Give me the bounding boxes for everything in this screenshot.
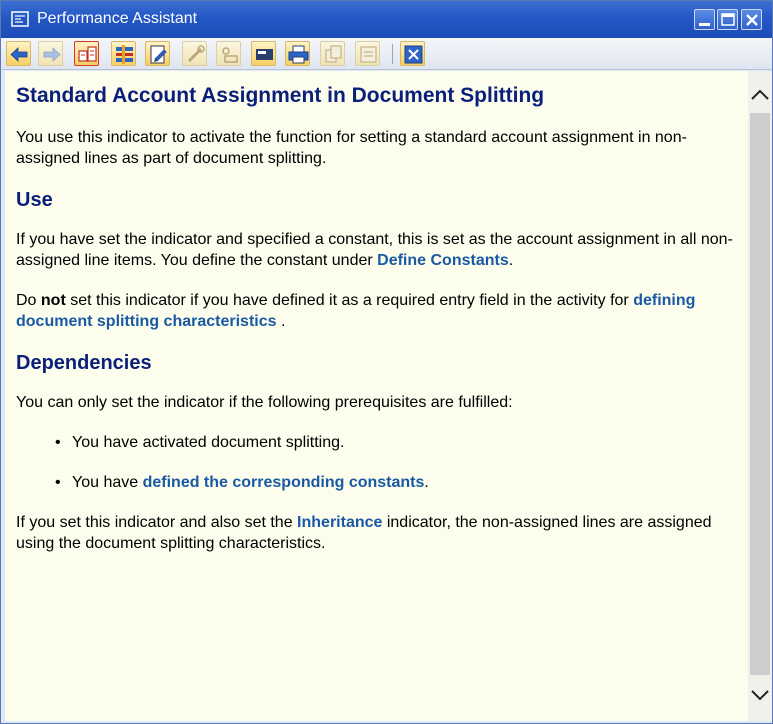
- maximize-button[interactable]: [717, 9, 738, 30]
- close-window-button[interactable]: [741, 9, 762, 30]
- toolbar: [1, 38, 772, 70]
- link-button[interactable]: [216, 41, 241, 66]
- final-start: If you set this indicator and also set the: [16, 514, 298, 531]
- use-paragraph-1: [16, 229, 736, 271]
- bullet-icon: •: [55, 474, 61, 491]
- maximize-icon: [718, 10, 739, 31]
- display-button[interactable]: [251, 41, 276, 66]
- use-p2-end: .: [276, 313, 286, 330]
- use-paragraph-2: [16, 290, 736, 332]
- defined-constants-link[interactable]: defined the corresponding constants: [142, 474, 425, 491]
- final-paragraph: [16, 512, 736, 554]
- defining-splitting-characteristics-link[interactable]: defining document splitting characteristics: [16, 292, 696, 330]
- window-title: Performance Assistant: [37, 10, 198, 27]
- intro-paragraph: You use this indicator to activate the function for setting a standard account assignment in non-assigned lines as part of document splitting.: [16, 129, 687, 167]
- use-p1-end: .: [508, 252, 514, 269]
- close-icon: [742, 10, 763, 31]
- technical-info-button[interactable]: [74, 41, 99, 66]
- arrow-left-icon: [7, 42, 32, 67]
- tool-settings-icon: [112, 42, 137, 67]
- use-p2-bold: not: [40, 292, 66, 309]
- display-icon: [252, 42, 277, 67]
- chevron-down-icon: [748, 681, 772, 709]
- document-tree-icon: [75, 42, 100, 67]
- forward-button[interactable]: [38, 41, 63, 66]
- tools-button[interactable]: [182, 41, 207, 66]
- use-p1-text: If you have set the indicator and specified a constant, this is set as the account assignment in all non-assigned line items. You define the constant under: [16, 231, 733, 269]
- back-button[interactable]: [6, 41, 31, 66]
- use-p2-text: set this indicator if you have defined it as a required entry field in the activity for: [65, 292, 634, 309]
- list-item: [55, 432, 736, 453]
- dependencies-heading: Dependencies: [16, 352, 152, 374]
- minimize-button[interactable]: [694, 9, 715, 30]
- copy-button[interactable]: [320, 41, 345, 66]
- close-icon: [401, 42, 426, 67]
- options-button[interactable]: [355, 41, 380, 66]
- title-bar[interactable]: [1, 1, 772, 38]
- copy-icon: [321, 42, 346, 67]
- inheritance-link[interactable]: Inheritance: [297, 514, 383, 531]
- vertical-scrollbar[interactable]: [748, 71, 772, 721]
- options-icon: [356, 42, 381, 67]
- bullet-2-end: .: [424, 474, 429, 491]
- wrench-icon: [183, 42, 208, 67]
- list-item: [55, 472, 736, 493]
- final-text: indicator, the non-assigned lines are assigned using the document splitting characteristics.: [16, 514, 712, 552]
- dependencies-intro: You can only set the indicator if the following prerequisites are fulfilled:: [16, 394, 513, 411]
- link-icon: [217, 42, 242, 67]
- bullet-1-text: You have activated document splitting.: [72, 434, 345, 451]
- window-menu-icon[interactable]: [11, 11, 31, 28]
- bullet-icon: •: [55, 434, 61, 451]
- arrow-right-icon: [39, 42, 64, 67]
- settings-button[interactable]: [111, 41, 136, 66]
- close-help-button[interactable]: [400, 41, 425, 66]
- use-p2-start: Do: [16, 292, 41, 309]
- pencil-icon: [146, 42, 171, 67]
- prerequisites-list: [55, 432, 736, 493]
- define-constants-link[interactable]: Define Constants: [377, 252, 509, 269]
- use-heading: Use: [16, 189, 53, 211]
- scroll-down-button[interactable]: [748, 681, 772, 709]
- print-button[interactable]: [285, 41, 310, 66]
- help-document: [5, 71, 748, 721]
- edit-button[interactable]: [145, 41, 170, 66]
- doc-title: Standard Account Assignment in Document Splitting: [16, 84, 545, 107]
- scroll-up-button[interactable]: [748, 81, 772, 109]
- bullet-2-text: You have: [72, 474, 143, 491]
- minimize-icon: [695, 10, 716, 31]
- printer-icon: [286, 42, 311, 67]
- toolbar-separator: [392, 44, 393, 64]
- scroll-thumb[interactable]: [750, 113, 770, 675]
- chevron-up-icon: [748, 81, 772, 109]
